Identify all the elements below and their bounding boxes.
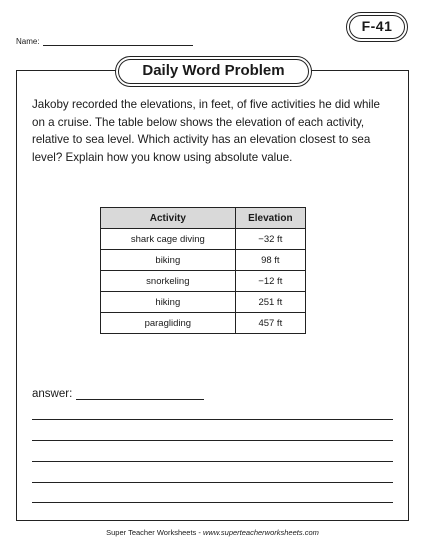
writing-line[interactable] [32,502,393,503]
column-header-elevation: Elevation [235,208,305,229]
name-label: Name: [16,37,40,46]
footer-prefix: Super Teacher Worksheets - [106,528,203,537]
worksheet-code: F-41 [349,15,405,39]
elevation-table [100,207,306,334]
worksheet-code-badge [346,12,408,42]
elevation-cell: 251 ft [235,292,305,313]
activity-cell: snorkeling [101,271,236,292]
elevation-cell: −32 ft [235,229,305,250]
footer-site-link[interactable]: www.superteacherworksheets.com [202,528,319,537]
writing-line[interactable] [32,482,393,483]
table-row [101,313,306,334]
writing-line[interactable] [32,440,393,441]
title-badge [115,56,312,87]
elevation-cell: 457 ft [235,313,305,334]
activity-cell: biking [101,250,236,271]
page-title: Daily Word Problem [118,59,309,84]
problem-text: Jakoby recorded the elevations, in feet, of five activities he did while on a cruise. The table below shows the elevation of each activity, relative to sea level. Which activity has an elevation closest to sea level? Explain how you know using absolute value. [32,98,381,164]
table-row [101,250,306,271]
elevation-cell: −12 ft [235,271,305,292]
elevation-cell: 98 ft [235,250,305,271]
answer-input-line[interactable] [76,387,204,400]
writing-line[interactable] [32,461,393,462]
table-row [101,229,306,250]
footer [0,528,425,537]
activity-cell: hiking [101,292,236,313]
table-row [101,292,306,313]
name-field-row [16,36,193,46]
name-input-line[interactable] [43,36,193,46]
activity-cell: paragliding [101,313,236,334]
writing-line[interactable] [32,419,393,420]
activity-cell: shark cage diving [101,229,236,250]
answer-row [32,387,204,400]
table-header-row [101,208,306,229]
answer-label: answer: [32,388,73,400]
column-header-activity: Activity [101,208,236,229]
table-row [101,271,306,292]
